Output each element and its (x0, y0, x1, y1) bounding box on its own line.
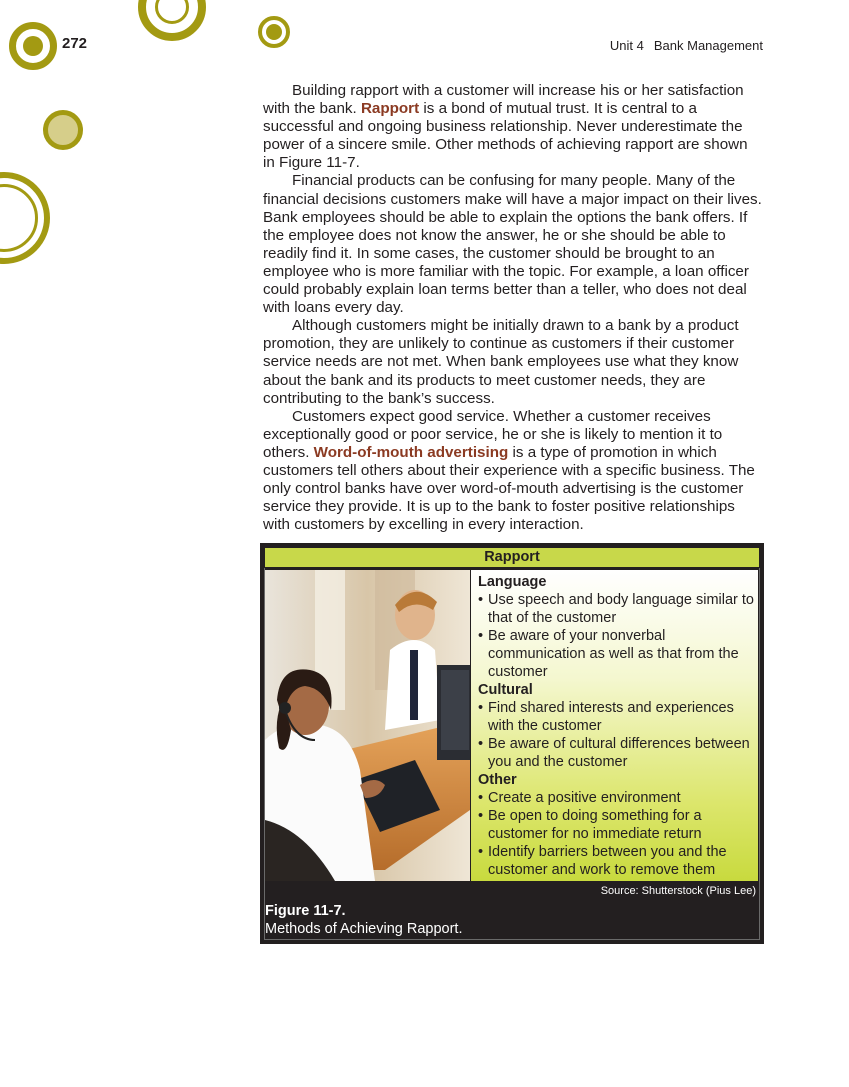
term-rapport: Rapport (360, 100, 420, 118)
list-item: • Use speech and body language similar to that of the customer (478, 591, 754, 627)
figure-caption-text: Methods of Achieving Rapport. (265, 921, 463, 937)
list-item: • Create a positive environment (478, 789, 754, 807)
figure-header: Rapport (264, 547, 760, 568)
figure-caption-title: Figure 11-7. (265, 903, 346, 919)
list-item: • Be open to doing something for a customer for no immediate return (478, 807, 754, 843)
section-title-cultural: Cultural (478, 682, 533, 698)
list-item: • Be aware of cultural differences between you and the customer (478, 735, 754, 771)
figure-caption (265, 902, 462, 938)
list-item: • Find shared interests and experiences with the customer (478, 699, 754, 735)
figure-photo (265, 570, 470, 881)
decorative-dot-header (266, 24, 282, 40)
figure-11-7 (260, 543, 764, 944)
other-list (478, 789, 754, 879)
paragraph-2: Financial products can be confusing for many people. Many of the financial decisions customers make will have a major impact on their lives. Bank employees should be able to explain the options the bank offers. If the employee does not know the answer, he or she should be able to readily find it. In some cases, the customer should be brought to an employee who is more familiar with the topic. For example, a loan officer could probably explain loan terms better than a teller, who does not deal with loans every day. (263, 172, 762, 317)
page-number: 272 (62, 35, 88, 52)
section-title-language: Language (478, 574, 547, 590)
body-text (263, 82, 763, 534)
paragraph-3: Although customers might be initially drawn to a bank by a product promotion, they are unlikely to continue as customers if their customer service needs are not met. When bank employees use what they know about the bank and its products to meet customer needs, they are contributing to the bank’s success. (263, 317, 739, 407)
section-title-other: Other (478, 772, 517, 788)
running-head (610, 38, 763, 53)
figure-source: Source: Shutterstock (Pius Lee) (600, 885, 756, 897)
term-word-of-mouth: Word-of-mouth advertising (313, 443, 509, 461)
cultural-list (478, 699, 754, 771)
decorative-ring-small (43, 110, 83, 150)
list-item: • Identify barriers between you and the customer and work to remove them (478, 843, 754, 879)
list-item: • Be aware of your nonverbal communication as well as that from the customer (478, 627, 754, 681)
decorative-dot-page-number (23, 36, 43, 56)
paragraph-1: Building rapport with a customer will increase his or her satisfaction with the bank. Rapport is a bond of mutual trust. It is central to a successful and ongoing business relationship. Never underestimate the power of a sincere smile. Other methods of achieving rapport are shown in Figure 11-7. (263, 82, 748, 172)
unit-label: Unit 4 (609, 38, 644, 53)
paragraph-4: Customers expect good service. Whether a customer receives exceptionally good or poor service, he or she is likely to mention it to others. Word-of-mouth advertising is a type of promotion in which customers tell others about their experience with a specific business. The only control banks have over word-of-mouth advertising is the customer service they provide. It is up to the bank to foster positive relationships with customers by excelling in every interaction. (263, 407, 755, 534)
section-label: Bank Management (653, 38, 763, 53)
language-list (478, 591, 754, 681)
rapport-methods-panel (471, 570, 758, 881)
